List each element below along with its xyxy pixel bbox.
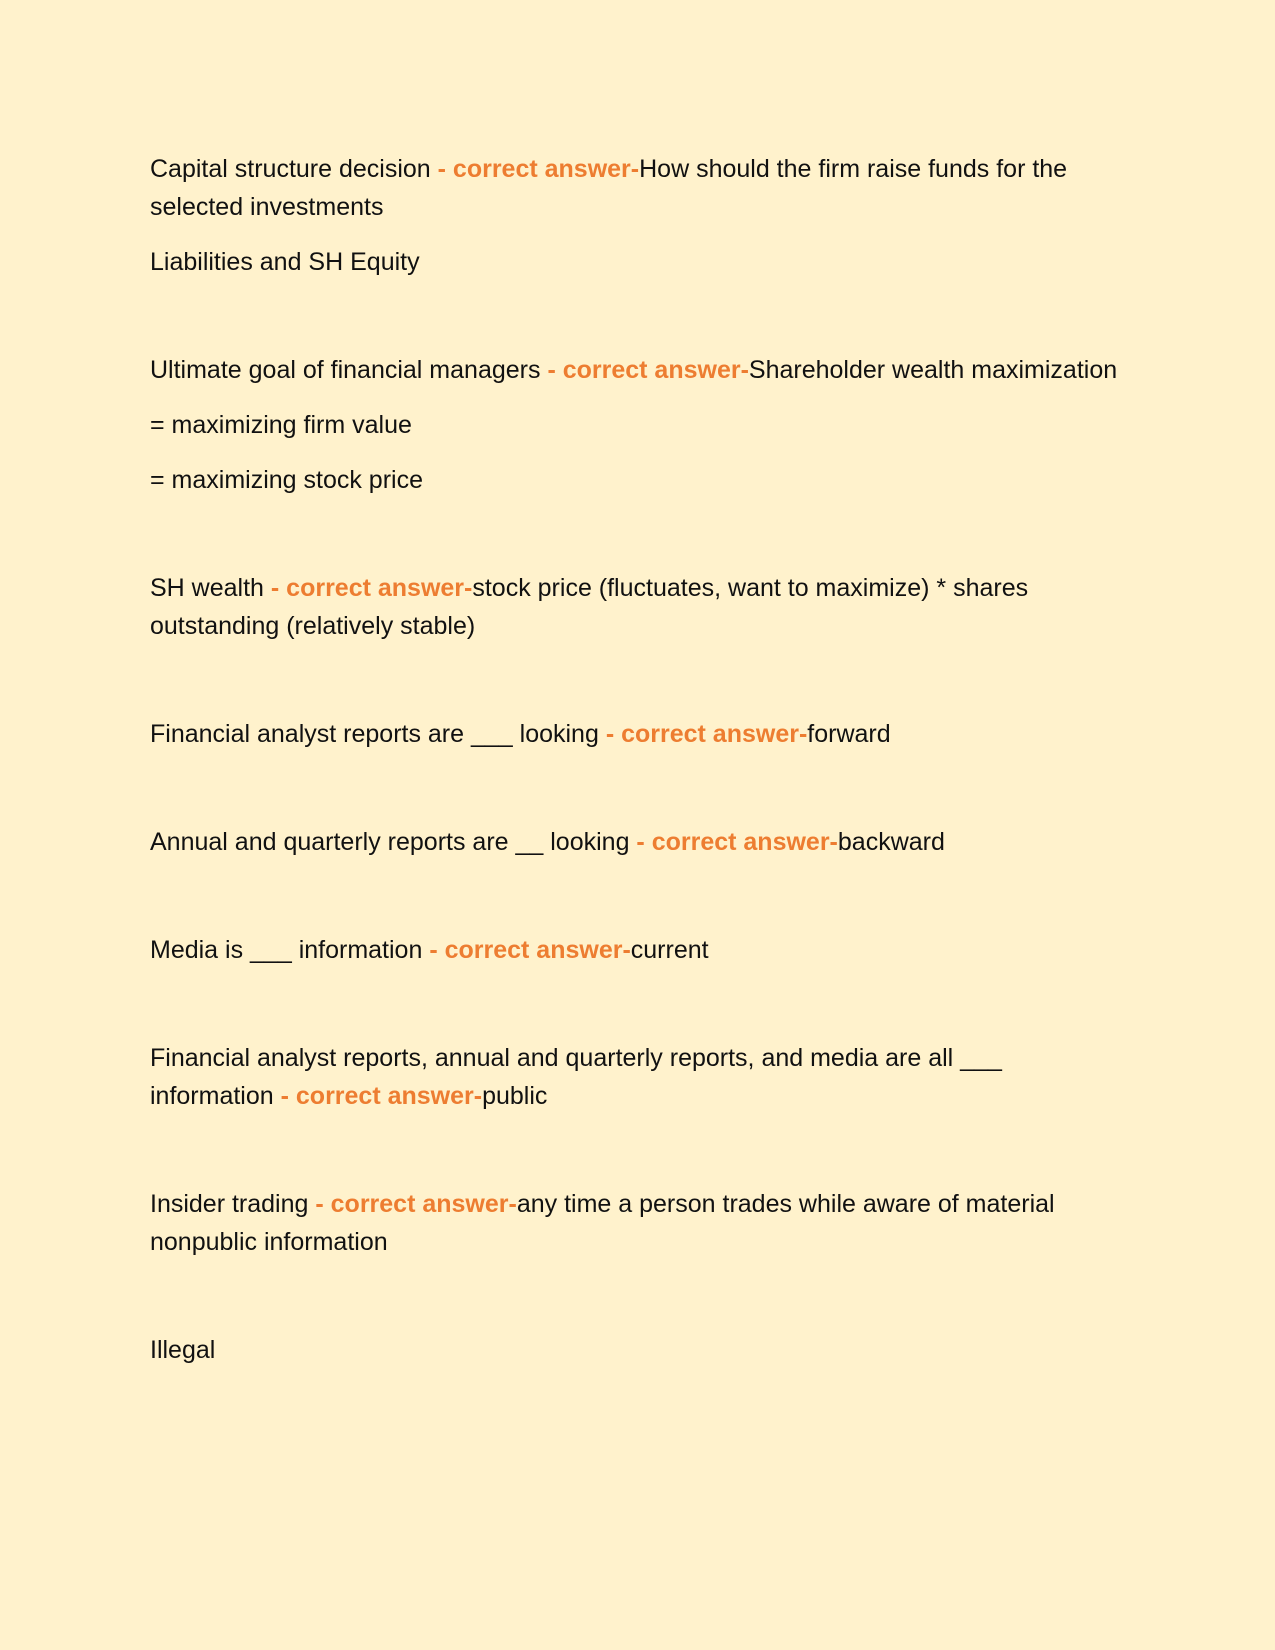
note-text: Illegal (150, 1336, 216, 1364)
qa-text (150, 715, 1125, 753)
answer-text: backward (837, 828, 945, 856)
answer-text: public (482, 1082, 548, 1110)
question-text: Insider trading (150, 1190, 316, 1218)
qa-text (150, 823, 1125, 861)
answer-text: any time a person trades while aware of material nonpublic information (150, 1190, 1055, 1256)
correct-answer-marker: - correct answer- (636, 828, 838, 856)
qa-text (150, 150, 1125, 226)
correct-answer-marker: - correct answer- (270, 574, 473, 602)
qa-text (150, 351, 1125, 389)
question-text: Ultimate goal of financial managers (150, 356, 548, 384)
qa-entry (150, 823, 1125, 861)
document-page (150, 150, 1125, 1369)
correct-answer-marker: - correct answer- (547, 356, 749, 384)
answer-text: current (630, 936, 709, 964)
qa-text (150, 569, 1125, 645)
correct-answer-marker: - correct answer- (605, 720, 808, 748)
answer-text: Shareholder wealth maximization (748, 356, 1118, 384)
answer-text: How should the firm raise funds for the selected investments (150, 155, 1068, 221)
qa-entry (150, 569, 1125, 645)
question-text: Financial analyst reports are ___ looking (150, 720, 606, 748)
correct-answer-marker: - correct answer- (437, 155, 640, 183)
qa-entry (150, 931, 1125, 969)
question-text: SH wealth (150, 574, 271, 602)
qa-text (150, 1039, 1125, 1115)
qa-text (150, 1185, 1125, 1261)
qa-entry (150, 1039, 1125, 1115)
qa-entry (150, 715, 1125, 753)
qa-entry (150, 351, 1125, 499)
question-text: Capital structure decision (150, 155, 438, 183)
qa-entry (150, 1185, 1125, 1369)
question-text: Financial analyst reports, annual and quarterly reports, and media are all ___ information (150, 1044, 1002, 1110)
correct-answer-marker: - correct answer- (315, 1190, 517, 1218)
note-text: Liabilities and SH Equity (150, 248, 420, 276)
correct-answer-marker: - correct answer- (280, 1082, 483, 1110)
answer-text: forward (807, 720, 891, 748)
note-text: = maximizing stock price (150, 466, 423, 494)
qa-text (150, 931, 1125, 969)
qa-entry (150, 150, 1125, 281)
correct-answer-marker: - correct answer- (429, 936, 631, 964)
note-text: = maximizing firm value (150, 411, 412, 439)
question-text: Annual and quarterly reports are __ looking (150, 828, 637, 856)
answer-text: stock price (fluctuates, want to maximize) * shares outstanding (relatively stable) (150, 574, 1029, 640)
question-text: Media is ___ information (150, 936, 430, 964)
